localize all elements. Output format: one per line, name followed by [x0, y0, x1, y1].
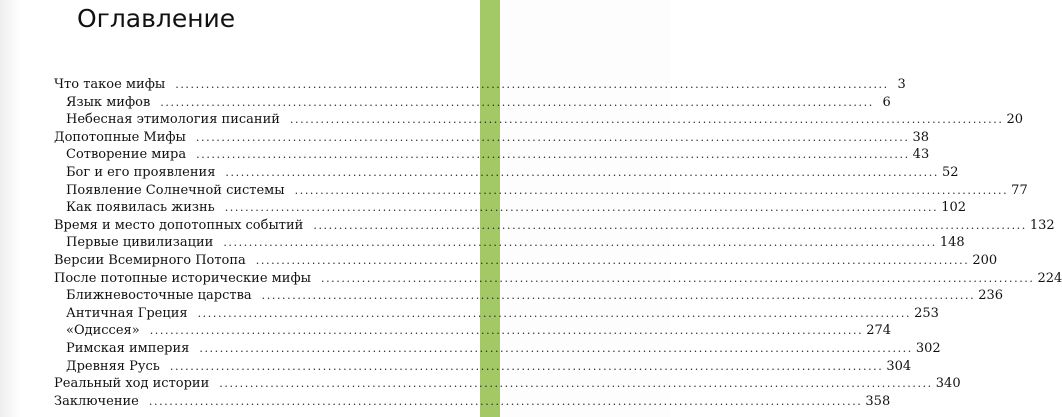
toc-leader-dots: ............................................................................................................................................: [320, 271, 1035, 285]
toc-entry[interactable]: [54, 164, 959, 183]
toc-entry-page: 224: [1037, 270, 1062, 286]
toc-entry-page: 38: [912, 129, 929, 145]
toc-leader-dots: ............................................................................................................................................: [175, 78, 889, 91]
toc-entry-label: После потопные исторические мифы: [54, 270, 311, 286]
toc-leader-dots: ............................................................................................................................................: [195, 130, 910, 144]
toc-entry[interactable]: [54, 200, 967, 218]
toc-entry-page: 302: [915, 340, 941, 356]
toc-entry[interactable]: [54, 288, 1004, 306]
toc-entry[interactable]: [54, 393, 891, 412]
toc-entry-label: Первые цивилизации: [66, 235, 214, 251]
toc-entry-page: 77: [1011, 182, 1028, 198]
toc-entry-label: Как появилась жизнь: [66, 200, 215, 216]
toc-entry[interactable]: [54, 323, 892, 341]
toc-entry[interactable]: [54, 77, 906, 95]
toc-leader-dots: ............................................................................................................................................: [160, 95, 874, 109]
toc-leader-dots: ............................................................................................................................................: [223, 236, 937, 250]
toc-entry-page: 43: [912, 147, 930, 163]
toc-leader-dots: ............................................................................................................................................: [148, 394, 863, 408]
toc-entry-label: «Одиссея»: [66, 323, 140, 339]
toc-entry-page: 132: [1029, 217, 1055, 233]
toc-entry-label: Ближневосточные царства: [66, 288, 252, 304]
toc-entry[interactable]: [54, 270, 1062, 289]
toc-entry-label: Что такое мифы: [54, 77, 166, 92]
toc-entry-label: Появление Солнечной системы: [66, 182, 285, 198]
toc-leader-dots: ............................................................................................................................................: [294, 183, 1009, 197]
toc-entry-page: 102: [941, 200, 967, 216]
toc-entry-label: Античная Греция: [66, 305, 188, 321]
toc-entry-label: Бог и его проявления: [66, 164, 216, 180]
toc-entry-page: 20: [1006, 112, 1023, 128]
toc-leader-dots: ............................................................................................................................................: [197, 306, 912, 320]
toc-entry[interactable]: [54, 252, 998, 271]
toc-entry[interactable]: [54, 340, 941, 359]
toc-leader-dots: ............................................................................................................................................: [313, 218, 1027, 232]
toc-entry[interactable]: [54, 217, 1055, 236]
toc-leader-dots: ............................................................................................................................................: [169, 359, 884, 373]
toc-entry-label: Древняя Русь: [66, 358, 160, 374]
toc-entry[interactable]: [54, 94, 891, 113]
toc-entry-label: Заключение: [54, 393, 139, 409]
page-title: Оглавление: [77, 4, 236, 33]
toc-leader-dots: ............................................................................................................................................: [289, 113, 1004, 127]
toc-entry[interactable]: [54, 147, 930, 165]
toc-leader-dots: ............................................................................................................................................: [149, 324, 864, 338]
toc-entry-label: Небесная этимология писаний: [66, 112, 280, 128]
toc-entry[interactable]: [54, 182, 1028, 201]
toc-entry-page: 148: [939, 235, 965, 251]
toc-leader-dots: ............................................................................................................................................: [219, 377, 933, 391]
toc-entry-page: 236: [978, 288, 1004, 304]
toc-entry-label: Версии Всемирного Потопа: [54, 252, 246, 268]
toc-entry[interactable]: [54, 358, 912, 377]
toc-entry-page: 52: [941, 164, 959, 180]
toc-entry-label: Язык мифов: [66, 94, 151, 110]
toc-entry-page: 340: [935, 376, 961, 392]
toc-leader-dots: ............................................................................................................................................: [225, 165, 939, 179]
toc-entry[interactable]: [54, 112, 1023, 130]
toc-entry[interactable]: [54, 305, 939, 324]
toc-leader-dots: ............................................................................................................................................: [224, 201, 939, 215]
toc-entry-page: 358: [865, 393, 891, 409]
toc-entry-label: Сотворение мира: [66, 147, 187, 163]
toc-entry-label: Римская империя: [66, 340, 190, 356]
toc-entry[interactable]: [54, 129, 929, 148]
page-edge-shadow: [0, 0, 20, 417]
toc-entry-label: Время и место допотопных событий: [54, 217, 304, 233]
toc-entry-page: 274: [866, 323, 892, 339]
toc-entry-label: Допотопные Мифы: [54, 129, 186, 145]
toc-entry-page: 3: [897, 77, 906, 92]
toc-leader-dots: ............................................................................................................................................: [261, 289, 976, 303]
toc-leader-dots: ............................................................................................................................................: [255, 253, 970, 267]
table-of-contents: [54, 77, 1062, 411]
toc-leader-dots: ............................................................................................................................................: [196, 148, 910, 162]
toc-leader-dots: ............................................................................................................................................: [199, 341, 913, 355]
toc-entry-page: 200: [972, 252, 998, 268]
toc-entry-label: Реальный ход истории: [54, 376, 210, 392]
toc-entry-page: 304: [886, 358, 912, 374]
toc-entry-page: 253: [914, 305, 939, 321]
toc-entry[interactable]: [54, 235, 965, 253]
toc-entry[interactable]: [54, 376, 961, 394]
toc-entry-page: 6: [882, 94, 891, 110]
